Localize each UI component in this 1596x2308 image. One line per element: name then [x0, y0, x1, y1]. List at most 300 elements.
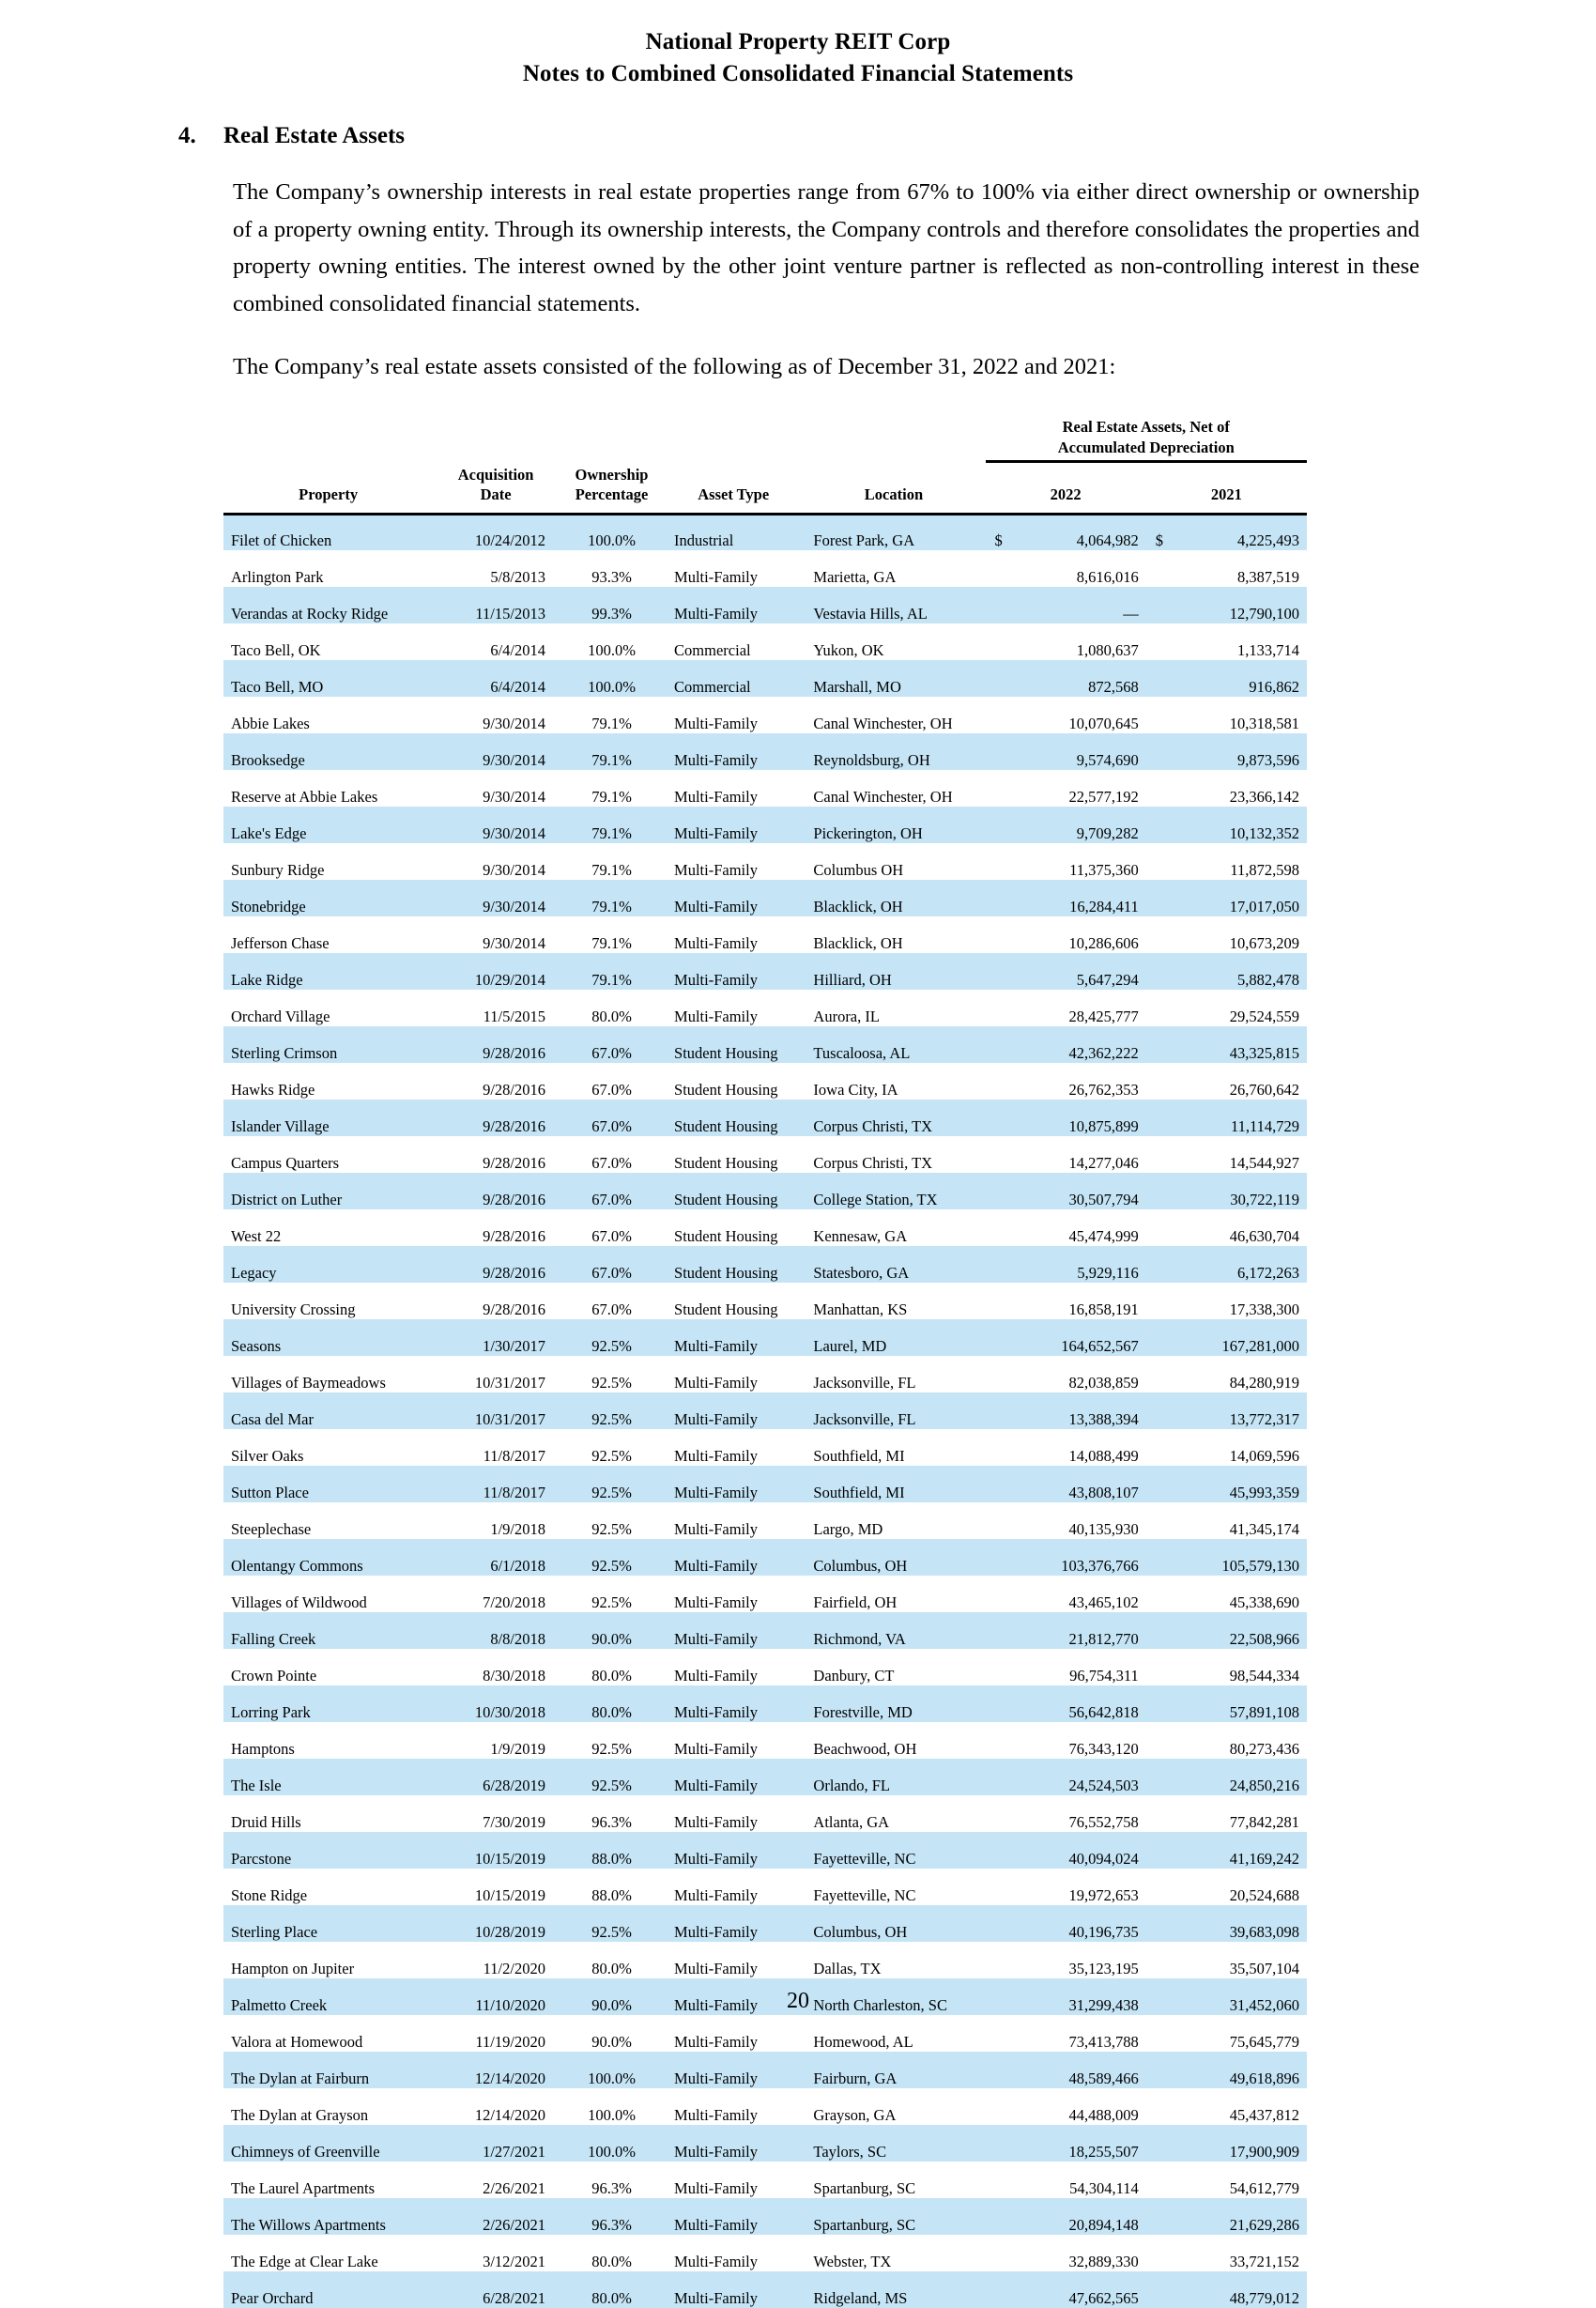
cell-acquisition-date: 10/28/2019 [433, 1905, 559, 1942]
cell-location: Blacklick, OH [802, 880, 985, 916]
cell-acquisition-date: 6/4/2014 [490, 641, 545, 660]
cell-amount-2021: 17,900,909 [1174, 2125, 1307, 2162]
cell-currency-2021 [1146, 1319, 1174, 1356]
cell-property: University Crossing [231, 1300, 356, 1319]
cell-location: Hilliard, OH [802, 953, 985, 990]
cell-currency-2022 [986, 990, 1014, 1026]
cell-property: Stone Ridge [231, 1886, 308, 1905]
cell-property: Steeplechase [231, 1520, 312, 1539]
cell-acquisition-date: 2/26/2021 [483, 2179, 545, 2198]
cell-currency-2021 [1146, 623, 1174, 660]
cell-currency-2022 [986, 916, 1014, 953]
cell-location: Jacksonville, FL [813, 1374, 916, 1392]
cell-property: District on Luther [223, 1173, 433, 1209]
cell-currency-2022 [986, 1576, 1014, 1612]
cell-amount-2021: 9,873,596 [1174, 733, 1307, 770]
cell-location: Columbus, OH [802, 1539, 985, 1576]
cell-amount-2022: 76,343,120 [1068, 1740, 1139, 1759]
cell-amount-2021: 45,993,359 [1174, 1466, 1307, 1502]
cell-asset-type: Multi-Family [665, 1905, 802, 1942]
cell-acquisition-date: 10/30/2018 [433, 1685, 559, 1722]
cell-acquisition-date: 11/15/2013 [433, 587, 559, 623]
spanner-line-1: Real Estate Assets, Net of [1062, 418, 1230, 437]
cell-amount-2022: 20,894,148 [1014, 2198, 1146, 2235]
cell-amount-2021: 33,721,152 [1229, 2253, 1299, 2271]
cell-currency-2021 [1146, 1612, 1174, 1649]
cell-property: Abbie Lakes [231, 715, 310, 733]
cell-currency-2022 [986, 1026, 1014, 1063]
table-row [223, 1722, 1307, 1759]
cell-location: Columbus OH [813, 861, 904, 880]
cell-ownership-percentage: 92.5% [559, 1759, 665, 1795]
acquisition-date-line2: Date [480, 485, 512, 504]
cell-asset-type: Multi-Family [674, 1740, 758, 1759]
table-row [223, 1356, 1307, 1392]
cell-asset-type: Multi-Family [674, 1447, 758, 1466]
cell-asset-type: Multi-Family [665, 1978, 802, 2015]
cell-location: Danbury, CT [813, 1667, 895, 1685]
cell-property: Villages of Wildwood [231, 1593, 367, 1612]
cell-asset-type: Multi-Family [674, 568, 758, 587]
cell-amount-2021: 10,132,352 [1174, 807, 1307, 843]
cell-asset-type: Multi-Family [665, 953, 802, 990]
column-header-location: Location [864, 485, 924, 504]
cell-ownership-percentage: 80.0% [591, 1667, 632, 1685]
cell-currency-2021 [1146, 1136, 1174, 1173]
cell-amount-2021: 35,507,104 [1229, 1960, 1299, 1978]
column-header-ownership-percentage [559, 465, 665, 509]
cell-amount-2022: 30,507,794 [1014, 1173, 1146, 1209]
table-row [223, 1905, 1307, 1942]
cell-amount-2021: 57,891,108 [1174, 1685, 1307, 1722]
cell-amount-2022: 42,362,222 [1014, 1026, 1146, 1063]
table-row [223, 990, 1307, 1026]
cell-currency-2021 [1146, 1173, 1174, 1209]
cell-asset-type: Multi-Family [674, 2106, 758, 2125]
cell-currency-2021 [1146, 1063, 1174, 1100]
table-row [223, 880, 1307, 916]
cell-ownership-percentage: 80.0% [559, 2271, 665, 2308]
cell-ownership-percentage: 100.0% [559, 2052, 665, 2088]
cell-currency-2022 [986, 1832, 1014, 1869]
table-row [223, 1319, 1307, 1356]
cell-currency-2022 [986, 1795, 1014, 1832]
cell-acquisition-date: 11/8/2017 [483, 1447, 545, 1466]
cell-ownership-percentage: 96.3% [591, 2179, 632, 2198]
cell-asset-type: Student Housing [674, 1300, 778, 1319]
cell-acquisition-date: 8/30/2018 [483, 1667, 545, 1685]
cell-location: Largo, MD [813, 1520, 883, 1539]
cell-amount-2022: 31,299,438 [1014, 1978, 1146, 2015]
acquisition-date-line1: Acquisition [457, 465, 534, 484]
table-row [223, 1869, 1307, 1905]
cell-location: Canal Winchester, OH [813, 788, 953, 807]
cell-amount-2022: 9,709,282 [1014, 807, 1146, 843]
cell-currency-2022 [986, 623, 1014, 660]
cell-location: Taylors, SC [802, 2125, 985, 2162]
cell-property: Jefferson Chase [231, 934, 330, 953]
cell-ownership-percentage: 92.5% [559, 1539, 665, 1576]
cell-amount-2021: 77,842,281 [1229, 1813, 1299, 1832]
cell-currency-2022 [986, 1283, 1014, 1319]
table-row [223, 2125, 1307, 2162]
cell-currency-2022 [986, 1063, 1014, 1100]
cell-acquisition-date: 8/8/2018 [433, 1612, 559, 1649]
cell-ownership-percentage: 80.0% [591, 2253, 632, 2271]
table-row [223, 2052, 1307, 2088]
cell-amount-2021: 10,673,209 [1229, 934, 1299, 953]
cell-acquisition-date: 6/4/2014 [433, 660, 559, 697]
cell-property: The Laurel Apartments [231, 2179, 376, 2198]
table-row [223, 1063, 1307, 1100]
cell-property: Casa del Mar [223, 1392, 433, 1429]
cell-ownership-percentage: 100.0% [559, 514, 665, 550]
table-row [223, 1392, 1307, 1429]
column-header-year-2021: 2021 [1210, 485, 1242, 504]
cell-amount-2022: 14,277,046 [1068, 1154, 1139, 1173]
cell-asset-type: Multi-Family [665, 1832, 802, 1869]
cell-property: Orchard Village [231, 1008, 330, 1026]
cell-amount-2022: 19,972,653 [1068, 1886, 1139, 1905]
cell-currency-2022 [986, 1136, 1014, 1173]
spanner-real-estate-assets-net [986, 417, 1308, 464]
cell-ownership-percentage: 67.0% [559, 1246, 665, 1283]
cell-amount-2022: 21,812,770 [1014, 1612, 1146, 1649]
cell-asset-type: Multi-Family [674, 1008, 758, 1026]
cell-amount-2022: 103,376,766 [1014, 1539, 1146, 1576]
cell-currency-2022 [986, 587, 1014, 623]
cell-location: Blacklick, OH [813, 934, 903, 953]
cell-acquisition-date: 1/30/2017 [433, 1319, 559, 1356]
cell-currency-2021 [1146, 1759, 1174, 1795]
cell-currency-2021 [1146, 1905, 1174, 1942]
cell-asset-type: Multi-Family [674, 1960, 758, 1978]
column-header-acquisition-date [433, 465, 559, 509]
cell-location: Kennesaw, GA [813, 1227, 908, 1246]
cell-amount-2021: 80,273,436 [1229, 1740, 1299, 1759]
cell-location: Dallas, TX [813, 1960, 882, 1978]
cell-property: Lake's Edge [223, 807, 433, 843]
cell-property: Sterling Place [223, 1905, 433, 1942]
cell-location: Southfield, MI [813, 1447, 905, 1466]
cell-asset-type: Multi-Family [665, 2271, 802, 2308]
cell-property: Sutton Place [223, 1466, 433, 1502]
cell-acquisition-date: 1/27/2021 [433, 2125, 559, 2162]
cell-ownership-percentage: 92.5% [559, 1319, 665, 1356]
cell-property: Sunbury Ridge [231, 861, 325, 880]
table-row [223, 1100, 1307, 1136]
cell-acquisition-date: 9/30/2014 [483, 788, 545, 807]
cell-amount-2022: 47,662,565 [1014, 2271, 1146, 2308]
cell-ownership-percentage: 92.5% [559, 1392, 665, 1429]
cell-amount-2022: 43,808,107 [1014, 1466, 1146, 1502]
cell-amount-2022: 26,762,353 [1068, 1081, 1139, 1100]
cell-currency-2021 [1146, 2015, 1174, 2052]
cell-currency-2022: $ [986, 514, 1014, 550]
cell-asset-type: Multi-Family [665, 2198, 802, 2235]
cell-ownership-percentage: 92.5% [591, 1374, 632, 1392]
cell-currency-2021 [1146, 660, 1174, 697]
cell-acquisition-date: 6/28/2021 [433, 2271, 559, 2308]
cell-location: Southfield, MI [802, 1466, 985, 1502]
cell-currency-2022 [986, 2162, 1014, 2198]
cell-amount-2021: 17,338,300 [1229, 1300, 1299, 1319]
cell-acquisition-date: 6/28/2019 [433, 1759, 559, 1795]
note-heading [0, 123, 1596, 149]
cell-amount-2021: 8,387,519 [1237, 568, 1299, 587]
cell-currency-2022 [986, 1942, 1014, 1978]
cell-currency-2021 [1146, 1466, 1174, 1502]
cell-acquisition-date: 9/30/2014 [433, 733, 559, 770]
cell-location: Statesboro, GA [802, 1246, 985, 1283]
cell-property: Verandas at Rocky Ridge [223, 587, 433, 623]
table-row [223, 660, 1307, 697]
cell-ownership-percentage: 92.5% [591, 1520, 632, 1539]
cell-location: Ridgeland, MS [802, 2271, 985, 2308]
cell-acquisition-date: 9/28/2016 [433, 1026, 559, 1063]
cell-amount-2021: 48,779,012 [1174, 2271, 1307, 2308]
cell-acquisition-date: 1/9/2018 [490, 1520, 545, 1539]
table-row [223, 1173, 1307, 1209]
cell-acquisition-date: 9/30/2014 [483, 715, 545, 733]
cell-currency-2021 [1146, 843, 1174, 880]
table-row [223, 1136, 1307, 1173]
cell-property: Crown Pointe [231, 1667, 317, 1685]
table-row [223, 1283, 1307, 1319]
cell-asset-type: Multi-Family [665, 1539, 802, 1576]
cell-location: Reynoldsburg, OH [802, 733, 985, 770]
cell-ownership-percentage: 92.5% [559, 1466, 665, 1502]
cell-acquisition-date: 9/30/2014 [433, 807, 559, 843]
cell-location: Pickerington, OH [802, 807, 985, 843]
cell-asset-type: Multi-Family [674, 1520, 758, 1539]
cell-currency-2021 [1146, 1539, 1174, 1576]
table-row [223, 1759, 1307, 1795]
cell-currency-2022 [986, 807, 1014, 843]
cell-acquisition-date: 10/31/2017 [474, 1374, 545, 1392]
cell-acquisition-date: 12/14/2020 [474, 2106, 545, 2125]
cell-acquisition-date: 7/20/2018 [483, 1593, 545, 1612]
column-header-asset-type: Asset Type [698, 485, 770, 504]
cell-acquisition-date: 9/30/2014 [483, 861, 545, 880]
cell-currency-2021 [1146, 2271, 1174, 2308]
cell-amount-2022: 1,080,637 [1076, 641, 1139, 660]
cell-currency-2021 [1146, 807, 1174, 843]
cell-amount-2022: 8,616,016 [1076, 568, 1139, 587]
cell-currency-2021 [1146, 880, 1174, 916]
cell-ownership-percentage: 80.0% [591, 1960, 632, 1978]
cell-ownership-percentage: 99.3% [559, 587, 665, 623]
cell-currency-2021 [1146, 1649, 1174, 1685]
note-paragraph-2: The Company’s real estate assets consisted of the following as of December 31, 2022 and 2021: [233, 353, 1116, 379]
cell-location: Fairburn, GA [802, 2052, 985, 2088]
cell-location: Beachwood, OH [813, 1740, 917, 1759]
cell-property: Falling Creek [223, 1612, 433, 1649]
cell-asset-type: Multi-Family [674, 1593, 758, 1612]
cell-currency-2022 [986, 1759, 1014, 1795]
cell-ownership-percentage: 92.5% [591, 1593, 632, 1612]
cell-amount-2022: 872,568 [1014, 660, 1146, 697]
cell-amount-2022: 48,589,466 [1014, 2052, 1146, 2088]
cell-amount-2021: 12,790,100 [1174, 587, 1307, 623]
cell-currency-2022 [986, 2015, 1014, 2052]
cell-asset-type: Multi-Family [665, 1392, 802, 1429]
page-number: 20 [787, 1989, 809, 2013]
cell-acquisition-date: 9/28/2016 [483, 1081, 545, 1100]
cell-amount-2021: 41,169,242 [1174, 1832, 1307, 1869]
table-row [223, 1832, 1307, 1869]
cell-currency-2021 [1146, 990, 1174, 1026]
cell-amount-2021: 11,872,598 [1230, 861, 1299, 880]
cell-amount-2021: 6,172,263 [1174, 1246, 1307, 1283]
cell-currency-2021 [1146, 1429, 1174, 1466]
table-row [223, 1795, 1307, 1832]
cell-amount-2021: 46,630,704 [1229, 1227, 1299, 1246]
cell-ownership-percentage: 90.0% [559, 1612, 665, 1649]
cell-amount-2022: 10,286,606 [1068, 934, 1139, 953]
cell-amount-2022: 5,647,294 [1014, 953, 1146, 990]
cell-currency-2021 [1146, 1722, 1174, 1759]
cell-location: Atlanta, GA [813, 1813, 890, 1832]
cell-amount-2022: 96,754,311 [1069, 1667, 1139, 1685]
column-header-property: Property [299, 485, 359, 504]
cell-property: Seasons [223, 1319, 433, 1356]
cell-ownership-percentage: 88.0% [559, 1832, 665, 1869]
cell-location: Yukon, OK [813, 641, 884, 660]
table-row [223, 1502, 1307, 1539]
cell-acquisition-date: 3/12/2021 [483, 2253, 545, 2271]
cell-ownership-percentage: 92.5% [559, 1905, 665, 1942]
cell-acquisition-date: 7/30/2019 [483, 1813, 545, 1832]
cell-currency-2022 [986, 2125, 1014, 2162]
cell-currency-2021 [1146, 1356, 1174, 1392]
cell-ownership-percentage: 100.0% [559, 2125, 665, 2162]
ownership-pct-line2: Percentage [575, 485, 649, 504]
table-row [223, 2198, 1307, 2235]
cell-ownership-percentage: 90.0% [591, 2033, 632, 2052]
cell-currency-2021 [1146, 1026, 1174, 1063]
cell-asset-type: Commercial [665, 660, 802, 697]
cell-location: Grayson, GA [813, 2106, 897, 2125]
cell-amount-2021: 45,437,812 [1229, 2106, 1299, 2125]
cell-acquisition-date: 11/2/2020 [483, 1960, 545, 1978]
cell-acquisition-date: 11/19/2020 [475, 2033, 545, 2052]
table-row [223, 916, 1307, 953]
cell-asset-type: Multi-Family [665, 880, 802, 916]
cell-currency-2021 [1146, 1795, 1174, 1832]
table-row [223, 1576, 1307, 1612]
cell-amount-2021: 84,280,919 [1229, 1374, 1299, 1392]
cell-asset-type: Student Housing [665, 1026, 802, 1063]
cell-amount-2021: 23,366,142 [1229, 788, 1299, 807]
cell-currency-2021 [1146, 2162, 1174, 2198]
cell-property: Hampton on Jupiter [231, 1960, 355, 1978]
cell-currency-2022 [986, 1869, 1014, 1905]
note-number: 4. [178, 123, 196, 148]
cell-asset-type: Multi-Family [674, 1813, 758, 1832]
table-row [223, 1246, 1307, 1283]
cell-currency-2022 [986, 697, 1014, 733]
cell-currency-2021 [1146, 1209, 1174, 1246]
cell-location: Spartanburg, SC [813, 2179, 916, 2198]
cell-currency-2021 [1146, 2088, 1174, 2125]
cell-asset-type: Multi-Family [674, 2253, 758, 2271]
cell-currency-2022 [986, 1539, 1014, 1576]
cell-ownership-percentage: 80.0% [559, 1685, 665, 1722]
cell-amount-2022: 10,070,645 [1068, 715, 1139, 733]
cell-ownership-percentage: 79.1% [591, 788, 632, 807]
cell-currency-2022 [986, 1392, 1014, 1429]
cell-asset-type: Multi-Family [674, 788, 758, 807]
cell-currency-2022 [986, 1685, 1014, 1722]
cell-acquisition-date: 11/10/2020 [433, 1978, 559, 2015]
cell-currency-2022 [986, 2088, 1014, 2125]
cell-amount-2021: 4,225,493 [1174, 514, 1307, 550]
cell-property: Reserve at Abbie Lakes [231, 788, 378, 807]
cell-amount-2022: 35,123,195 [1068, 1960, 1139, 1978]
cell-location: Fayetteville, NC [802, 1832, 985, 1869]
cell-acquisition-date: 10/15/2019 [474, 1886, 545, 1905]
cell-property: Islander Village [223, 1100, 433, 1136]
cell-currency-2022 [986, 1100, 1014, 1136]
cell-location: Spartanburg, SC [802, 2198, 985, 2235]
cell-amount-2022: 164,652,567 [1014, 1319, 1146, 1356]
cell-amount-2021: 167,281,000 [1174, 1319, 1307, 1356]
cell-ownership-percentage: 79.1% [591, 715, 632, 733]
cell-ownership-percentage: 100.0% [588, 2106, 636, 2125]
cell-property: The Dylan at Grayson [231, 2106, 369, 2125]
cell-asset-type: Multi-Family [665, 1319, 802, 1356]
cell-currency-2022 [986, 843, 1014, 880]
cell-ownership-percentage: 79.1% [559, 880, 665, 916]
table-row [223, 807, 1307, 843]
cell-currency-2022 [986, 1173, 1014, 1209]
cell-property: Hamptons [231, 1740, 295, 1759]
cell-asset-type: Multi-Family [674, 2179, 758, 2198]
cell-location: Fayetteville, NC [813, 1886, 916, 1905]
cell-amount-2021: 54,612,779 [1229, 2179, 1299, 2198]
cell-currency-2022 [986, 1905, 1014, 1942]
cell-amount-2022: 16,858,191 [1068, 1300, 1139, 1319]
cell-acquisition-date: 10/24/2012 [433, 514, 559, 550]
cell-location: Columbus, OH [802, 1905, 985, 1942]
cell-ownership-percentage: 92.5% [591, 1740, 632, 1759]
cell-ownership-percentage: 67.0% [591, 1154, 632, 1173]
cell-currency-2021 [1146, 916, 1174, 953]
cell-amount-2022: 28,425,777 [1068, 1008, 1139, 1026]
cell-amount-2022: 43,465,102 [1068, 1593, 1139, 1612]
cell-amount-2021: 105,579,130 [1174, 1539, 1307, 1576]
cell-ownership-percentage: 67.0% [591, 1227, 632, 1246]
cell-currency-2022 [986, 2198, 1014, 2235]
cell-asset-type: Multi-Family [674, 861, 758, 880]
cell-currency-2022 [986, 770, 1014, 807]
cell-amount-2021: 41,345,174 [1229, 1520, 1299, 1539]
cell-currency-2021 [1146, 1832, 1174, 1869]
cell-asset-type: Multi-Family [665, 1466, 802, 1502]
cell-property: Druid Hills [231, 1813, 301, 1832]
spanner-rule [986, 460, 1308, 463]
company-name: National Property REIT Corp [645, 29, 951, 54]
cell-currency-2022 [986, 550, 1014, 587]
cell-property: Legacy [223, 1246, 433, 1283]
cell-property: The Dylan at Fairburn [223, 2052, 433, 2088]
cell-acquisition-date: 9/28/2016 [483, 1154, 545, 1173]
table-row [223, 2162, 1307, 2198]
note-paragraph-1: The Company’s ownership interests in real estate properties range from 67% to 100% via either direct ownership or ownership of a property owning entity. Through its ownership interests, the Company controls and therefore consolidates the properties and property owning entities. The interest owned by the other joint venture partner is reflected as non-controlling interest in these combined consolidated financial statements. [233, 179, 1420, 317]
cell-amount-2021: 17,017,050 [1174, 880, 1307, 916]
table-row [223, 514, 1307, 550]
